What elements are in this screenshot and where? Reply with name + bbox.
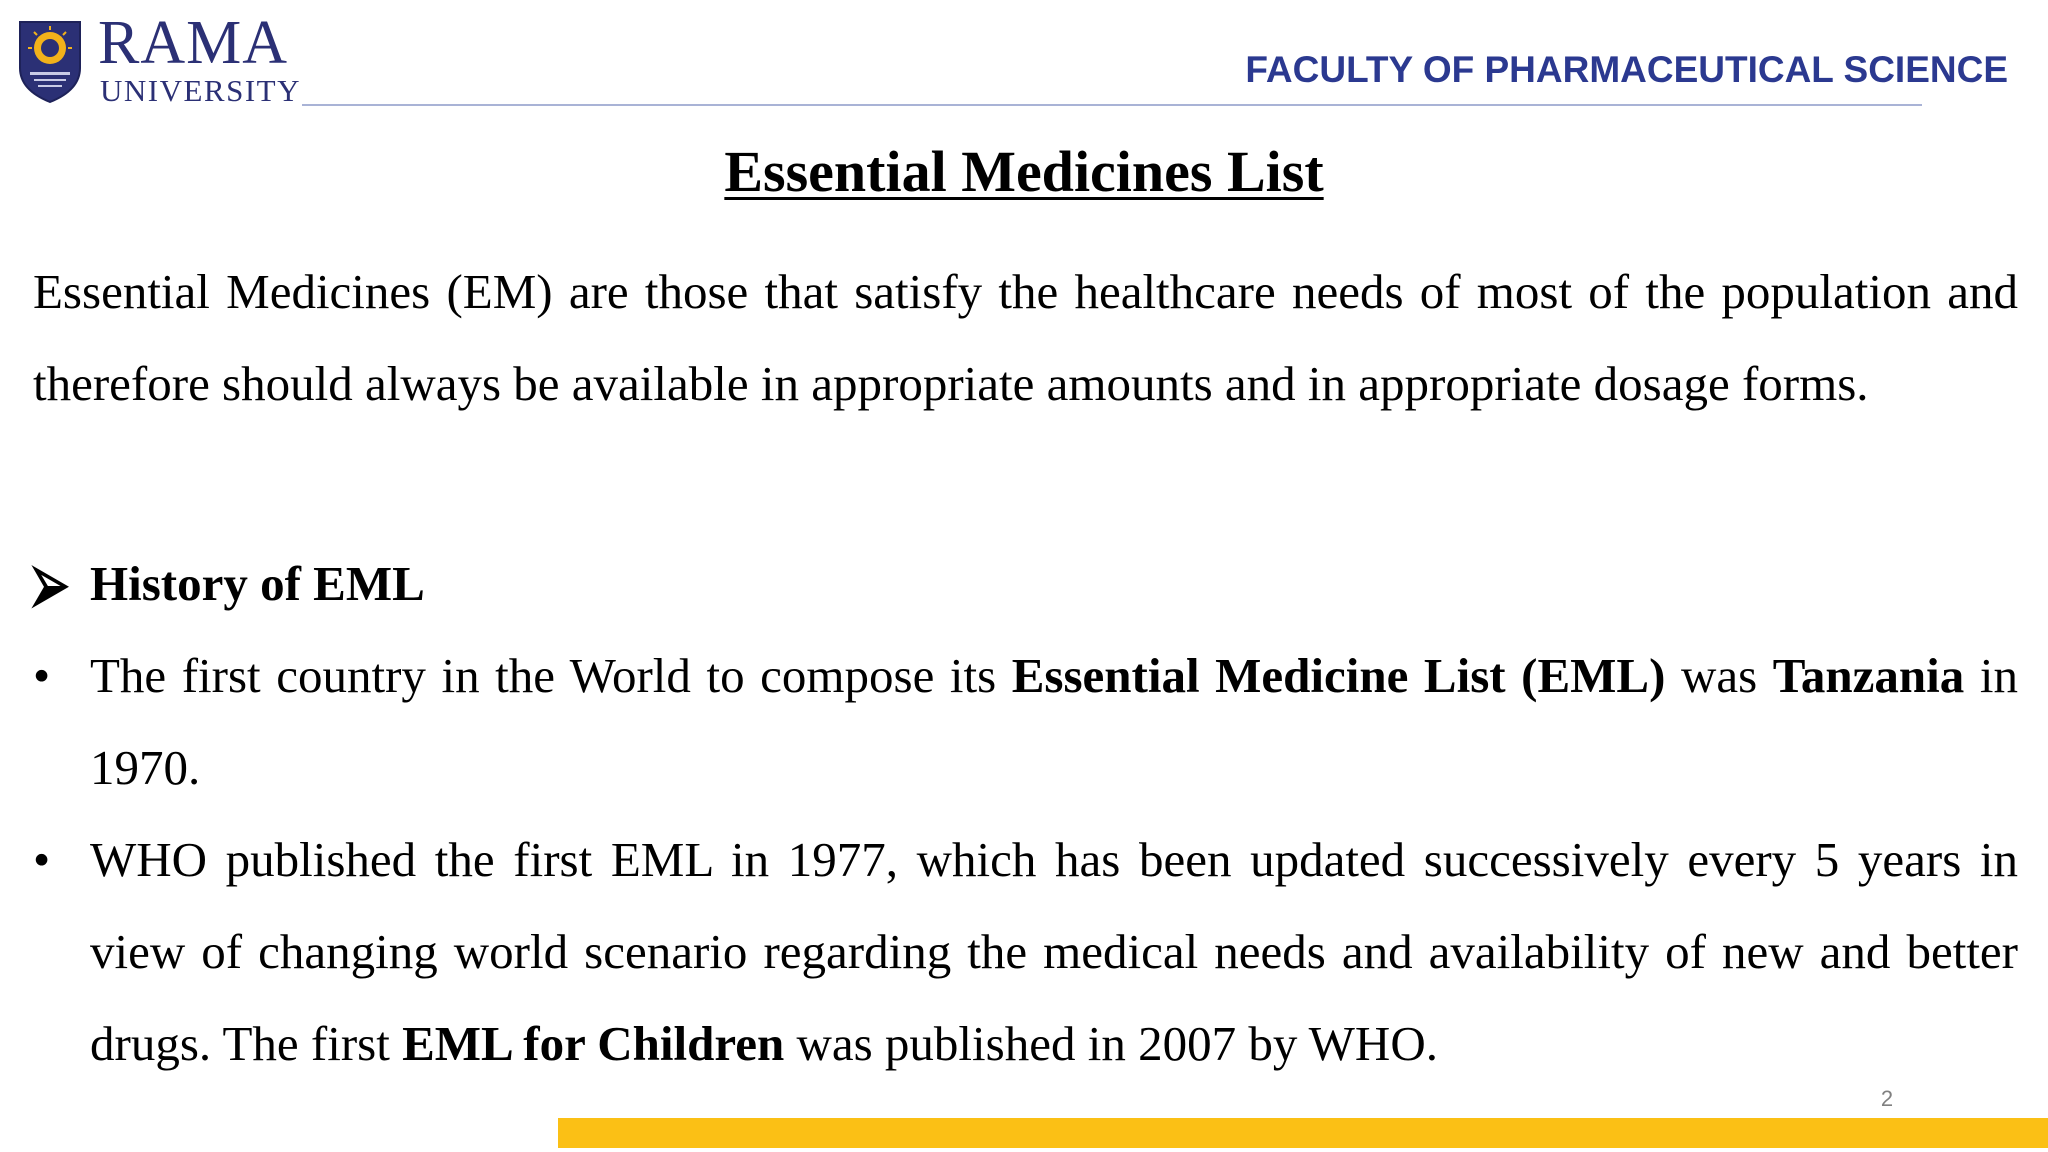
logo-subtitle: UNIVERSITY bbox=[100, 73, 301, 108]
bold-text-run: Tanzania bbox=[1772, 648, 1965, 703]
slide-title: Essential Medicines List bbox=[724, 139, 1324, 204]
text-run: was bbox=[1665, 648, 1773, 703]
header-divider bbox=[302, 104, 1922, 106]
arrow-bullet-icon: ⮚ bbox=[33, 556, 68, 611]
text-run: WHO published the first EML in 1977, which has been updated successively every 5 years in view of changing world scenario regarding the medical needs and availability of new and better drugs. The first bbox=[90, 832, 2018, 1071]
round-bullet-icon: • bbox=[33, 832, 51, 887]
list-item-text bbox=[90, 630, 2018, 814]
list-item-text bbox=[90, 814, 2018, 1090]
footer-bar bbox=[558, 1118, 2048, 1148]
university-emblem-icon bbox=[16, 18, 84, 104]
page-number: 2 bbox=[1880, 1086, 1894, 1111]
faculty-name: FACULTY OF PHARMACEUTICAL SCIENCE bbox=[1245, 49, 2008, 90]
section-heading-text: History of EML bbox=[90, 556, 425, 611]
university-logo bbox=[16, 9, 316, 108]
text-run: The first country in the World to compose its bbox=[90, 648, 1012, 703]
text-run: was published in 2007 by WHO. bbox=[784, 1016, 1438, 1071]
round-bullet-icon: • bbox=[33, 648, 51, 703]
section-heading bbox=[33, 538, 2018, 630]
bold-text-run: EML for Children bbox=[402, 1016, 785, 1071]
logo-name: RAMA bbox=[98, 9, 289, 77]
list-item bbox=[33, 630, 2018, 814]
bold-text-run: Essential Medicine List (EML) bbox=[1011, 648, 1666, 703]
intro-paragraph: Essential Medicines (EM) are those that satisfy the healthcare needs of most of the population and therefore should always be available in appropriate amounts and in appropriate dosage forms. bbox=[33, 264, 2018, 411]
text-run: in 1970. bbox=[90, 648, 2018, 795]
list-item bbox=[33, 814, 2018, 1090]
